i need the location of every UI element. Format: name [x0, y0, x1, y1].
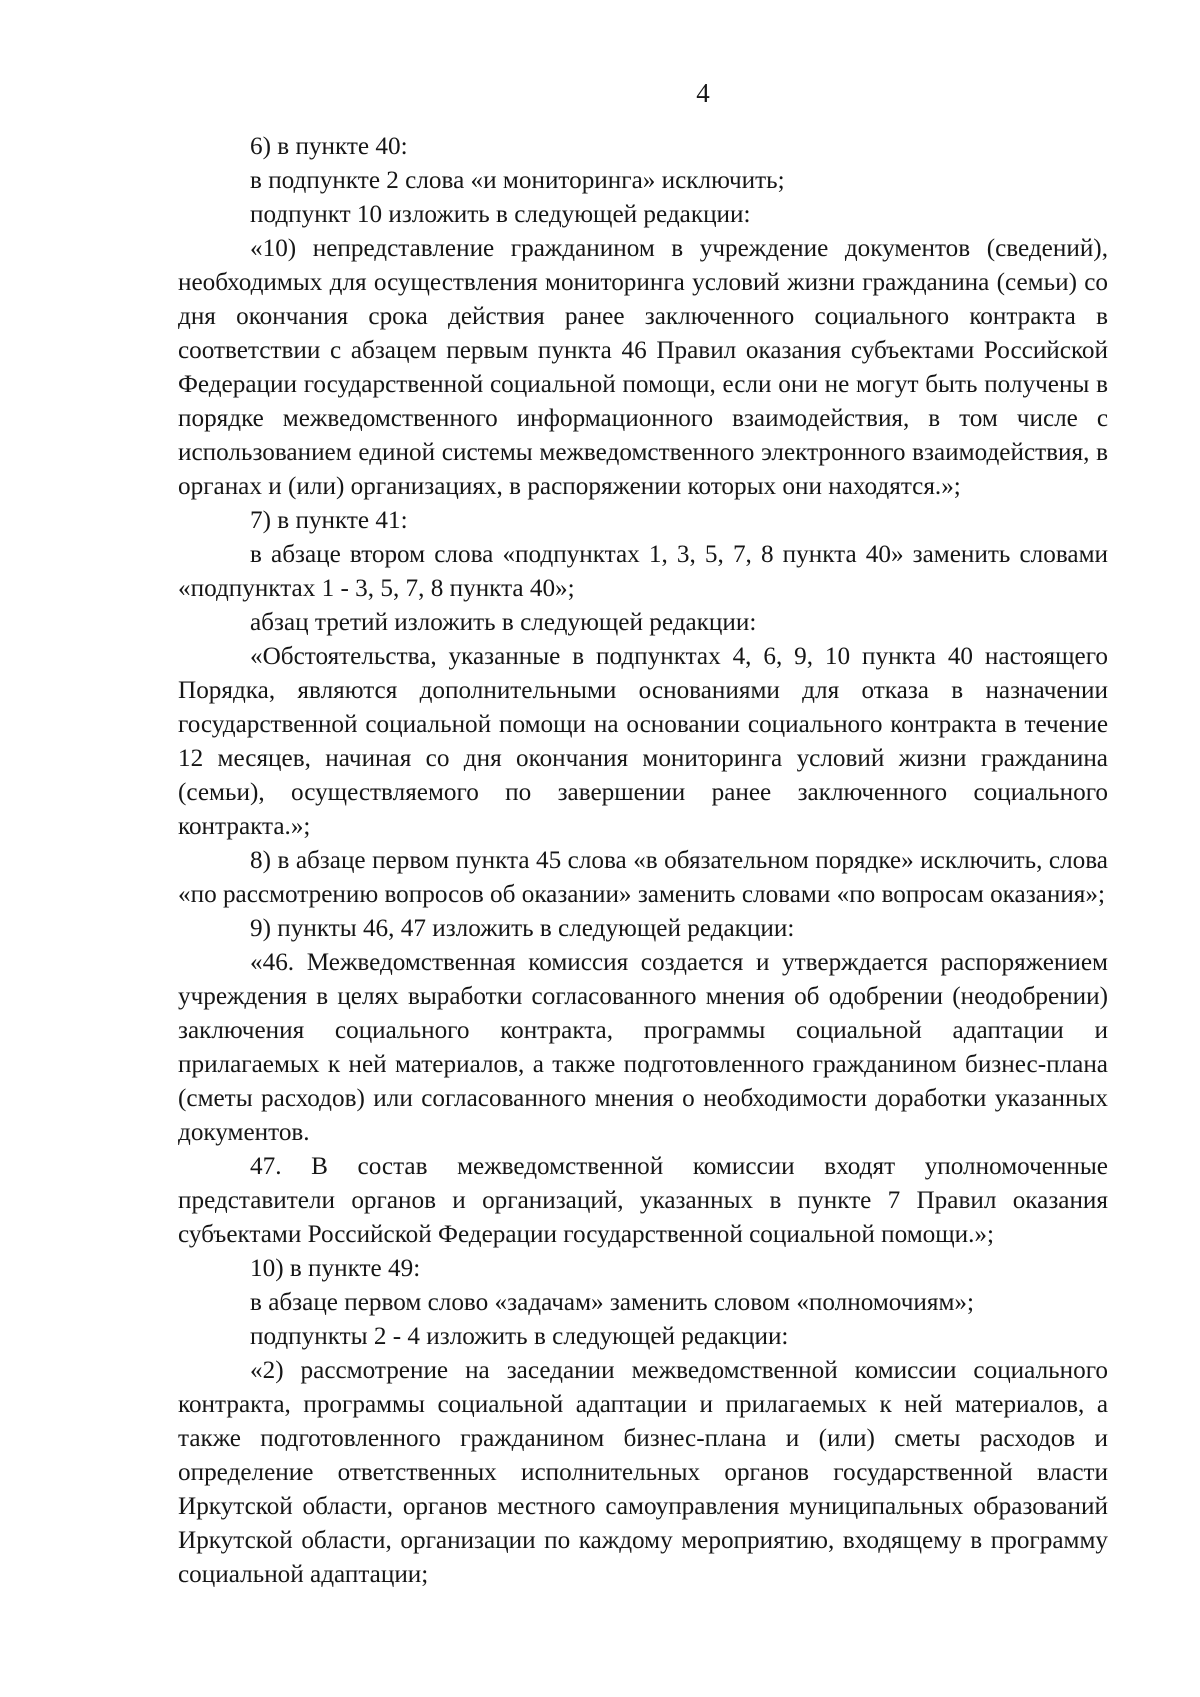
- paragraph: в абзаце первом слово «задачам» заменить словом «полномочиям»;: [250, 1289, 974, 1316]
- paragraph: «10) непредставление гражданином в учреждение документов (сведений), необходимых для осуществления мониторинга условий жизни гражданина (семьи) со дня окончания срока действия ранее заключенного социального контракта в соответствии с абзацем первым пункта 46 Правил оказания субъектами Российской Федерации государственной социальной помощи, если они не могут быть получены в порядке межведомственного информационного взаимодействия, в том числе с использованием единой системы межведомственного электронного взаимодействия, в органах и (или) организациях, в распоряжении которых они находятся.»;: [178, 235, 1108, 500]
- paragraph: 6) в пункте 40:: [250, 133, 408, 160]
- paragraph: «46. Межведомственная комиссия создается и утверждается распоряжением учреждения в целях выработки согласованного мнения об одобрении (неодобрении) заключения социального контракта, программы социальной адаптации и прилагаемых к ней материалов, а также подготовленного гражданином бизнес-плана (сметы расходов) или согласованного мнения о необходимости доработки указанных документов.: [178, 949, 1108, 1146]
- paragraph: «Обстоятельства, указанные в подпунктах 4, 6, 9, 10 пункта 40 настоящего Порядка, являются дополнительными основаниями для отказа в назначении государственной социальной помощи на основании социального контракта в течение 12 месяцев, начиная со дня окончания мониторинга условий жизни гражданина (семьи), осуществляемого по завершении ранее заключенного социального контракта.»;: [178, 643, 1108, 840]
- paragraph: 10) в пункте 49:: [250, 1255, 421, 1282]
- paragraph: «2) рассмотрение на заседании межведомственной комиссии социального контракта, программы социальной адаптации и прилагаемых к ней материалов, а также подготовленного гражданином бизнес-плана и (или) сметы расходов и определение ответственных исполнительных органов государственной власти Иркутской области, органов местного самоуправления муниципальных образований Иркутской области, организации по каждому мероприятию, входящему в программу социальной адаптации;: [178, 1357, 1108, 1588]
- paragraph: абзац третий изложить в следующей редакции:: [250, 609, 757, 636]
- paragraph: подпункты 2 - 4 изложить в следующей редакции:: [250, 1323, 789, 1350]
- paragraph: 8) в абзаце первом пункта 45 слова «в обязательном порядке» исключить, слова «по рассмотрению вопросов об оказании» заменить словами «по вопросам оказания»;: [178, 847, 1108, 908]
- document-body: [178, 130, 1108, 1592]
- paragraph: 9) пункты 46, 47 изложить в следующей редакции:: [250, 915, 795, 942]
- page-number: 4: [696, 78, 710, 108]
- paragraph: в подпункте 2 слова «и мониторинга» исключить;: [250, 167, 785, 194]
- paragraph: подпункт 10 изложить в следующей редакции:: [250, 201, 751, 228]
- paragraph: 7) в пункте 41:: [250, 507, 408, 534]
- paragraph: в абзаце втором слова «подпунктах 1, 3, 5, 7, 8 пункта 40» заменить словами «подпунктах 1 - 3, 5, 7, 8 пункта 40»;: [178, 541, 1108, 602]
- paragraph: 47. В состав межведомственной комиссии входят уполномоченные представители органов и организаций, указанных в пункте 7 Правил оказания субъектами Российской Федерации государственной социальной помощи.»;: [178, 1153, 1108, 1248]
